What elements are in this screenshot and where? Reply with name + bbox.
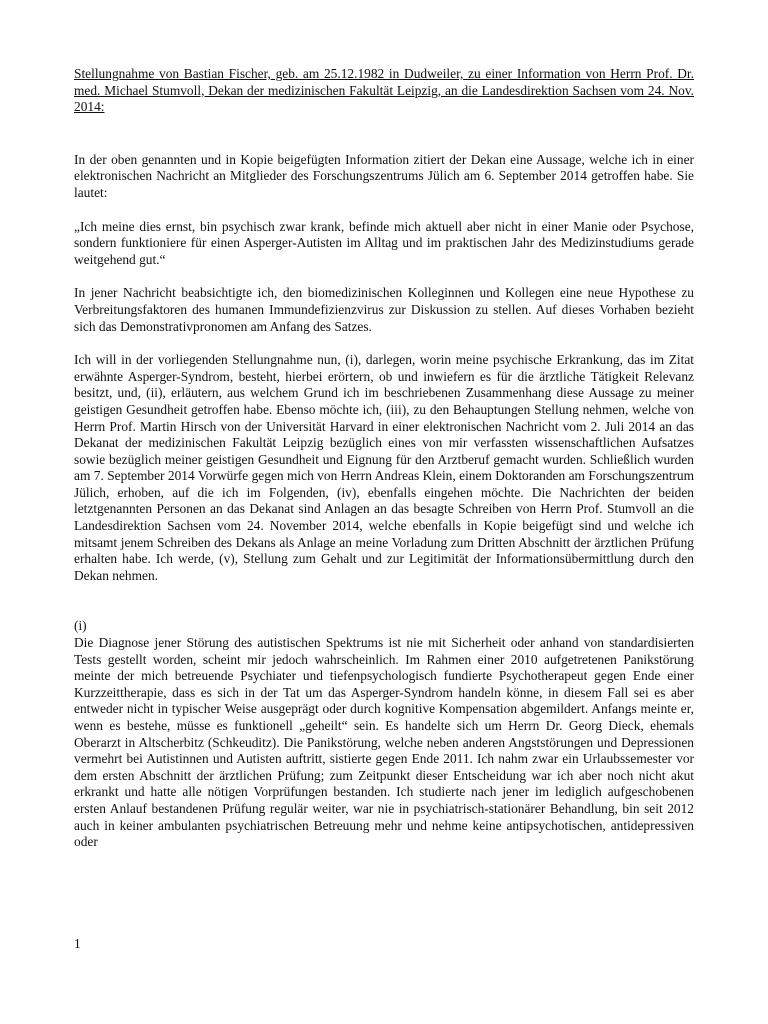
section-paragraph: Die Diagnose jener Störung des autistischen Spektrums ist nie mit Sicherheit oder anhand von standardisierten Tests gestellt worden, scheint mir jedoch wahrscheinlich. Im Rahmen einer 2010 aufgetretenen Panikstörung meinte der mich betreuende Psychiater und tiefenpsychologisch fundierte Psychotherapeut gegen Ende einer Kurzzeittherapie, dass es sich in der Tat um das Asperger-Syndrom handeln könne, in diesem Fall sei es aber entweder nicht in typischer Weise ausgeprägt oder durch kognitive Kompensation abgemildert. Anfangs meinte er, wenn es bestehe, müsse es funktionell „geheilt“ sein. Es handelte sich um Herrn Dr. Georg Dieck, ehemals Oberarzt in Altscherbitz (Schkeuditz). Die Panikstörung, welche neben anderen Angststörungen und Depressionen vermehrt bei Autistinnen und Autisten auftritt, sistierte gegen Ende 2011. Ich nahm zwar ein Urlaubssemester vor dem ersten Abschnitt der ärztlichen Prüfung; zum Zeitpunkt dieser Entscheidung war ich aber noch nicht akut erkrankt und hatte alle nötigen Vorprüfungen bestanden. Ich studierte nach jener im lediglich aufgeschobenen ersten Anlauf bestandenen Prüfung regulär weiter, war nie in psychiatrisch-stationärer Behandlung, bin seit 2012 auch in keiner ambulanten psychiatrischen Betreuung mehr und nehme keine antipsychotischen, antidepressiven oder bbox=[74, 635, 694, 850]
section-label: (i) bbox=[74, 618, 87, 634]
paragraph-quote: „Ich meine dies ernst, bin psychisch zwar krank, befinde mich aktuell aber nicht in einer Manie oder Psychose, sondern funktioniere für einen Asperger-Autisten im Alltag und im praktischen Jahr des Medizinstudiums gerade weitgehend gut.“ bbox=[74, 218, 694, 267]
page-number: 1 bbox=[74, 936, 81, 951]
paragraph-introduction: In der oben genannten und in Kopie beigefügten Information zitiert der Dekan eine Aussage, welche ich in einer elektronischen Nachricht an Mitglieder des Forschungszentrums Jülich am 6. September 2014 getroffen habe. Sie lautet: bbox=[74, 151, 694, 200]
paragraph-context: In jener Nachricht beabsichtigte ich, den biomedizinischen Kolleginnen und Kollegen eine neue Hypothese zu Verbreitungsfaktoren des humanen Immundefizienzvirus zur Diskussion zu stellen. Auf dieses Vorhaben bezieht sich das Demonstrativpronomen am Anfang des Satzes. bbox=[74, 285, 694, 334]
paragraph-outline: Ich will in der vorliegenden Stellungnahme nun, (i), darlegen, worin meine psychische Erkrankung, das im Zitat erwähnte Asperger-Syndrom, besteht, hierbei erörtern, ob und inwiefern es für die ärztliche Tätigkeit Relevanz besitzt, und, (ii), erläutern, aus welchem Grund ich im beschriebenen Zusammenhang diese Aussage zu meiner geistigen Gesundheit getroffen habe. Ebenso möchte ich, (iii), zu den Behauptungen Stellung nehmen, welche von Herrn Prof. Martin Hirsch von der Universität Harvard in einer elektronischen Nachricht vom 2. Juli 2014 an das Dekanat der medizinischen Fakultät Leipzig bezüglich eines von mir verfassten wissenschaftlichen Aufsatzes sowie bezüglich meiner geistigen Gesundheit und Eignung für den Arztberuf gemacht wurden. Schließlich wurden am 7. September 2014 Vorwürfe gegen mich von Herrn Andreas Klein, einem Doktoranden am Forschungszentrum Jülich, erhoben, auf die ich im Folgenden, (iv), ebenfalls eingehen möchte. Die Nachrichten der beiden letztgenannten Personen an das Dekanat sind Anlagen an das besagte Schreiben von Herrn Prof. Stumvoll an die Landesdirektion Sachsen vom 24. November 2014, welche ebenfalls in Kopie beigefügt sind und welche ich mitsamt jenem Schreiben des Dekans als Anlage an meine Vorladung zum Dritten Abschnitt der ärztlichen Prüfung erhalten habe. Ich werde, (v), Stellung zum Gehalt und zur Legitimität der Informationsübermittlung durch den Dekan nehmen. bbox=[74, 352, 694, 583]
document-body bbox=[74, 66, 694, 851]
document-title: Stellungnahme von Bastian Fischer, geb. am 25.12.1982 in Dudweiler, zu einer Information von Herrn Prof. Dr. med. Michael Stumvoll, Dekan der medizinischen Fakultät Leipzig, an die Landesdirektion Sachsen vom 24. Nov. 2014: bbox=[74, 66, 694, 115]
